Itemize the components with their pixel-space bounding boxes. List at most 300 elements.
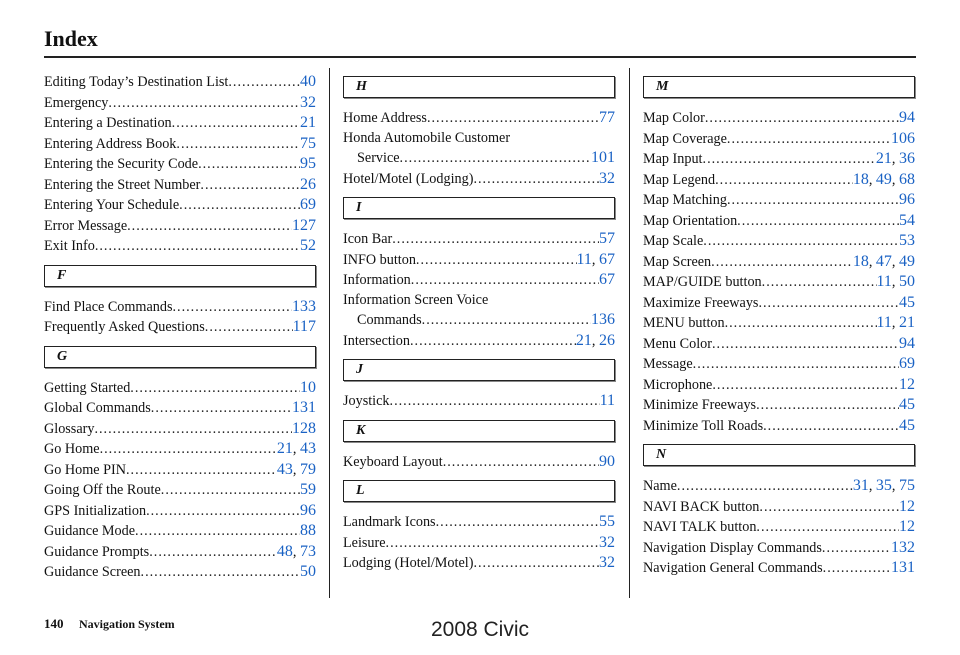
index-entry — [343, 391, 615, 412]
index-entry — [643, 211, 915, 232]
index-entry — [44, 134, 316, 155]
index-entry — [643, 375, 915, 396]
dot-leader — [146, 502, 300, 522]
dot-leader — [693, 355, 899, 375]
index-entry — [643, 538, 915, 559]
page-references — [300, 93, 316, 114]
index-entry — [643, 354, 915, 375]
page-link[interactable]: 90 — [599, 452, 615, 470]
page-references — [891, 129, 915, 150]
page-link[interactable]: 43 — [276, 460, 293, 478]
page-references: 43, 79 — [276, 460, 316, 478]
dot-leader — [176, 135, 300, 155]
page-references — [899, 108, 915, 129]
index-entry-label: Commands — [357, 312, 422, 328]
section-header: H — [343, 76, 615, 98]
dot-leader — [100, 440, 277, 460]
page-link[interactable]: 11 — [599, 392, 615, 409]
dot-leader — [400, 149, 591, 169]
index-entry-label: Entering a Destination — [44, 115, 172, 131]
page-link[interactable]: 21 — [575, 331, 592, 349]
page-references — [591, 310, 615, 331]
dot-leader — [705, 109, 899, 129]
index-entry-label: Guidance Screen — [44, 564, 141, 580]
index-entry — [44, 317, 316, 338]
section-header: K — [343, 420, 615, 442]
page-link[interactable]: 32 — [599, 554, 615, 571]
page-link[interactable]: 131 — [292, 399, 316, 416]
index-column-1 — [44, 72, 316, 583]
section-header: M — [643, 76, 915, 98]
index-entry — [44, 460, 316, 481]
page-link[interactable]: 12 — [899, 497, 915, 515]
index-entry-label: Microphone — [643, 376, 713, 393]
index-entry — [343, 148, 615, 169]
footer-section: Navigation System — [79, 617, 175, 631]
index-entry — [343, 270, 615, 291]
index-entry-label: Go Home PIN — [44, 461, 126, 478]
dot-leader — [473, 170, 599, 190]
index-entry-label: Error Message — [44, 217, 128, 234]
dot-leader — [149, 543, 277, 563]
page-link[interactable]: 131 — [891, 559, 915, 576]
page-link[interactable]: 73 — [300, 542, 316, 560]
index-entry — [44, 562, 316, 583]
dot-leader — [179, 196, 300, 216]
page-references — [300, 521, 316, 542]
page-references: 11, 67 — [576, 250, 615, 268]
index-entry-label: INFO button — [343, 251, 416, 268]
dot-leader — [823, 559, 891, 579]
watermark: 2008 Civic — [430, 618, 530, 641]
page-link[interactable]: 11 — [876, 273, 892, 290]
index-entry — [343, 310, 615, 331]
index-entry — [343, 553, 615, 574]
index-entry — [643, 108, 915, 129]
page-references — [899, 497, 915, 518]
section-header: I — [343, 197, 615, 219]
index-entry — [44, 216, 316, 237]
page-link[interactable]: 59 — [300, 481, 316, 498]
page-link[interactable]: 18 — [852, 252, 869, 270]
index-entry — [44, 521, 316, 542]
page-references — [300, 113, 316, 134]
page-link[interactable]: 49 — [875, 170, 892, 188]
dot-leader — [762, 273, 877, 293]
index-entry-label: Map Color — [643, 110, 705, 126]
page-link[interactable]: 55 — [599, 513, 615, 530]
page-link[interactable]: 35 — [875, 477, 892, 494]
page-references — [300, 72, 316, 93]
page-references — [599, 108, 615, 129]
page-link[interactable]: 50 — [899, 273, 915, 290]
dot-leader — [392, 230, 599, 250]
page-references: 11, 50 — [876, 273, 915, 290]
page-link[interactable]: 133 — [292, 297, 316, 315]
index-entry-label: Map Legend — [643, 171, 716, 188]
page-link[interactable]: 57 — [599, 230, 615, 247]
page-link[interactable]: 12 — [899, 518, 915, 535]
page-references — [300, 175, 316, 196]
page-link[interactable]: 79 — [300, 460, 316, 478]
dot-leader — [410, 332, 576, 352]
index-entry-label: Editing Today’s Destination List — [44, 74, 229, 90]
page-references — [300, 501, 316, 522]
page-link[interactable]: 68 — [899, 170, 915, 188]
index-entry-label: Global Commands — [44, 400, 151, 416]
index-entry-label: Go Home — [44, 441, 100, 457]
page-link[interactable]: 31 — [852, 477, 869, 494]
index-entry — [44, 93, 316, 114]
index-entry-text: Honda Automobile Customer — [343, 129, 511, 146]
index-entry — [643, 129, 915, 150]
section-header: F — [44, 265, 316, 287]
page-link[interactable]: 132 — [891, 538, 915, 556]
page-link[interactable]: 45 — [899, 416, 915, 434]
index-entry-label: Service — [357, 150, 400, 166]
index-entry-label: Map Coverage — [643, 130, 727, 147]
index-entry-label: Intersection — [343, 332, 410, 349]
page-references — [899, 416, 915, 437]
page-link[interactable]: 11 — [576, 250, 592, 268]
page-references — [300, 195, 316, 216]
dot-leader — [130, 379, 300, 399]
index-entry-label: GPS Initialization — [44, 502, 147, 519]
dot-leader — [135, 522, 300, 542]
page-references — [292, 419, 316, 440]
dot-leader — [126, 461, 277, 481]
index-entry-label: Going Off the Route — [44, 482, 161, 498]
index-entry — [44, 542, 316, 563]
page-link[interactable]: 52 — [300, 237, 316, 254]
page-link[interactable]: 49 — [899, 252, 915, 270]
dot-leader — [756, 396, 899, 416]
page-references — [899, 334, 915, 355]
index-entry — [643, 293, 915, 314]
index-entry-label: Minimize Freeways — [643, 397, 757, 413]
page-references — [300, 236, 316, 257]
index-entry — [643, 497, 915, 518]
page-references — [600, 391, 615, 412]
index-entry-label: Maximize Freeways — [643, 294, 759, 311]
page-link[interactable]: 32 — [300, 93, 316, 111]
dot-leader — [759, 498, 899, 518]
dot-leader — [712, 376, 899, 396]
index-entry-label: Exit Info — [44, 238, 95, 254]
index-entry — [44, 439, 316, 460]
page-references: 18, 47, 49 — [852, 252, 915, 270]
index-entry — [343, 512, 615, 533]
page-references: 11, 21 — [876, 314, 915, 331]
page-title: Index — [44, 26, 98, 51]
page-references — [891, 558, 915, 579]
dot-leader — [172, 298, 292, 318]
index-entry-label: Joystick — [343, 393, 390, 409]
index-entry — [44, 398, 316, 419]
page-references — [300, 154, 316, 175]
index-entry — [343, 108, 615, 129]
page-references — [899, 395, 915, 416]
index-entry-label: Keyboard Layout — [343, 453, 443, 470]
index-entry — [643, 395, 915, 416]
page-link[interactable]: 12 — [899, 375, 915, 393]
page-link[interactable]: 88 — [300, 522, 316, 539]
index-entry — [343, 331, 615, 352]
page-references — [599, 229, 615, 250]
index-entry — [643, 476, 915, 497]
index-entry-label: Map Input — [643, 151, 703, 167]
page-references — [599, 533, 615, 554]
page-references — [599, 512, 615, 533]
dot-leader — [737, 212, 899, 232]
index-entry — [44, 236, 316, 257]
index-entry — [44, 113, 316, 134]
page-link[interactable]: 53 — [899, 232, 915, 249]
dot-leader — [198, 155, 300, 175]
dot-leader — [94, 420, 292, 440]
dot-leader — [416, 251, 577, 271]
page-link[interactable]: 54 — [899, 211, 915, 229]
dot-leader — [715, 171, 853, 191]
dot-leader — [711, 253, 853, 273]
page-link[interactable]: 101 — [591, 149, 615, 166]
index-entry-label: Name — [643, 478, 677, 494]
index-entry — [643, 558, 915, 579]
dot-leader — [473, 554, 599, 574]
page-number: 140 — [44, 616, 64, 631]
page-link[interactable]: 128 — [292, 419, 316, 437]
index-entry — [643, 170, 915, 191]
page-link[interactable]: 69 — [899, 355, 915, 372]
index-entry-label: Landmark Icons — [343, 514, 436, 530]
index-entry-label: Map Orientation — [643, 212, 738, 229]
dot-leader — [386, 534, 599, 554]
index-entry-label: Find Place Commands — [44, 298, 173, 315]
index-entry-label: Home Address — [343, 110, 427, 126]
dot-leader — [727, 191, 899, 211]
dot-leader — [411, 271, 599, 291]
index-entry — [343, 250, 615, 271]
page-references — [599, 452, 615, 473]
page-link[interactable]: 21 — [899, 314, 915, 331]
index-entry — [343, 533, 615, 554]
page-link[interactable]: 32 — [599, 169, 615, 187]
page-link[interactable]: 40 — [300, 73, 316, 90]
dot-leader — [703, 232, 899, 252]
dot-leader — [725, 314, 877, 334]
index-entry-text: Information Screen Voice — [343, 291, 489, 308]
page-link[interactable]: 18 — [852, 170, 869, 188]
dot-leader — [161, 481, 300, 501]
dot-leader — [756, 518, 899, 538]
page-link[interactable]: 32 — [599, 533, 615, 551]
index-entry-label: Lodging (Hotel/Motel) — [343, 555, 474, 571]
index-entry — [343, 452, 615, 473]
index-entry — [643, 231, 915, 252]
index-entry — [643, 313, 915, 334]
index-entry-label: Menu Color — [643, 335, 712, 352]
index-entry-label: Navigation Display Commands — [643, 539, 822, 556]
dot-leader — [95, 237, 300, 257]
page-link[interactable]: 50 — [300, 563, 316, 580]
page-references — [599, 553, 615, 574]
dot-leader — [228, 73, 300, 93]
page-references: 21, 43 — [276, 440, 316, 457]
page-references — [899, 375, 915, 396]
index-entry-label: Navigation General Commands — [643, 560, 823, 576]
section-header: G — [44, 346, 316, 368]
dot-leader — [427, 109, 599, 129]
index-entry-label: Getting Started — [44, 379, 131, 396]
dot-leader — [151, 399, 292, 419]
page-link[interactable]: 26 — [300, 175, 316, 193]
page-link[interactable]: 21 — [276, 440, 293, 457]
dot-leader — [127, 217, 292, 237]
page-references: 21, 36 — [875, 150, 915, 167]
page-link[interactable]: 75 — [899, 477, 915, 494]
page-link[interactable]: 94 — [899, 334, 915, 352]
page-link[interactable]: 136 — [591, 311, 615, 328]
page-link[interactable]: 94 — [899, 109, 915, 126]
page-link[interactable]: 69 — [300, 196, 316, 213]
index-entry — [44, 480, 316, 501]
page-link[interactable]: 117 — [292, 318, 316, 335]
column-divider — [329, 68, 330, 598]
index-entry-label: NAVI BACK button — [643, 498, 760, 515]
page-link[interactable]: 43 — [300, 440, 316, 457]
index-entry — [643, 334, 915, 355]
index-entry-label: Frequently Asked Questions — [44, 319, 205, 335]
column-divider — [629, 68, 630, 598]
index-entry-label: Hotel/Motel (Lodging) — [343, 170, 474, 187]
index-entry-label: Guidance Mode — [44, 523, 136, 539]
dot-leader — [758, 294, 899, 314]
page-link[interactable]: 21 — [300, 114, 316, 131]
page-references — [899, 211, 915, 232]
dot-leader — [200, 176, 300, 196]
page-link[interactable]: 127 — [292, 216, 316, 234]
index-entry — [643, 416, 915, 437]
index-entry-label: MAP/GUIDE button — [643, 274, 762, 290]
page-link[interactable]: 75 — [300, 134, 316, 152]
page-link[interactable]: 36 — [899, 150, 915, 167]
index-entry — [44, 501, 316, 522]
page-link[interactable]: 26 — [599, 331, 615, 349]
index-entry — [643, 517, 915, 538]
index-entry — [44, 175, 316, 196]
index-column-3 — [643, 72, 915, 579]
index-entry — [343, 229, 615, 250]
index-entry — [44, 297, 316, 318]
index-entry — [44, 154, 316, 175]
page-link[interactable]: 11 — [876, 314, 892, 331]
page-link[interactable]: 47 — [875, 252, 892, 270]
page-link[interactable]: 96 — [300, 501, 316, 519]
page-references: 21, 26 — [575, 331, 615, 349]
index-entry-label: Leisure — [343, 534, 386, 551]
page-link[interactable]: 96 — [899, 191, 915, 208]
page-references — [899, 293, 915, 314]
section-header: L — [343, 480, 615, 502]
dot-leader — [443, 453, 599, 473]
dot-leader — [205, 318, 293, 338]
index-entry-label: Entering Your Schedule — [44, 197, 180, 213]
index-entry-label: MENU button — [643, 315, 725, 331]
page-references — [300, 134, 316, 155]
index-entry-label: Guidance Prompts — [44, 543, 150, 560]
page-references — [899, 354, 915, 375]
dot-leader — [677, 477, 853, 497]
page-references — [300, 562, 316, 583]
page-references — [293, 317, 316, 338]
page-link[interactable]: 67 — [599, 250, 615, 268]
dot-leader — [712, 335, 899, 355]
index-entry-label: NAVI TALK button — [643, 519, 757, 535]
index-entry-label: Entering the Security Code — [44, 156, 199, 172]
page-references — [292, 297, 316, 318]
index-entry-label: Entering Address Book — [44, 135, 177, 152]
dot-leader — [822, 539, 891, 559]
index-entry-label: Glossary — [44, 420, 95, 437]
page-link[interactable]: 45 — [899, 396, 915, 413]
index-entry-label: Map Matching — [643, 192, 727, 208]
page-link[interactable]: 67 — [599, 271, 615, 288]
index-entry — [44, 419, 316, 440]
title-rule — [44, 56, 916, 58]
dot-leader — [703, 150, 876, 170]
page-link[interactable]: 45 — [899, 293, 915, 311]
page-references: 18, 49, 68 — [852, 170, 915, 188]
index-entry-label: Map Screen — [643, 253, 712, 270]
index-entry-label: Minimize Toll Roads — [643, 417, 764, 434]
page-references — [292, 398, 316, 419]
page-references: 31, 35, 75 — [852, 477, 915, 494]
page-references — [300, 480, 316, 501]
page-link[interactable]: 21 — [875, 150, 892, 167]
page-references — [300, 378, 316, 399]
page-references — [891, 538, 915, 559]
index-entry-label: Entering the Street Number — [44, 176, 201, 193]
index-entry — [44, 195, 316, 216]
index-entry-label: Emergency — [44, 94, 109, 111]
page-references — [591, 148, 615, 169]
page-references — [899, 231, 915, 252]
section-header: N — [643, 444, 915, 466]
index-entry — [643, 272, 915, 293]
index-entry — [44, 378, 316, 399]
page-references — [599, 169, 615, 190]
index-column-2 — [343, 72, 615, 574]
index-entry — [643, 149, 915, 170]
dot-leader — [172, 114, 300, 134]
dot-leader — [727, 130, 891, 150]
index-entry-label: Icon Bar — [343, 231, 393, 247]
page-references — [899, 517, 915, 538]
page-link[interactable]: 77 — [599, 109, 615, 126]
page-link[interactable]: 48 — [276, 542, 293, 560]
page-link[interactable]: 106 — [891, 129, 915, 147]
page-references: 48, 73 — [276, 542, 316, 560]
page-link[interactable]: 95 — [300, 155, 316, 172]
dot-leader — [108, 94, 300, 114]
dot-leader — [141, 563, 300, 583]
dot-leader — [436, 513, 599, 533]
index-entry — [643, 190, 915, 211]
dot-leader — [763, 417, 899, 437]
page-references — [292, 216, 316, 237]
page-link[interactable]: 10 — [300, 378, 316, 396]
index-entry — [643, 252, 915, 273]
